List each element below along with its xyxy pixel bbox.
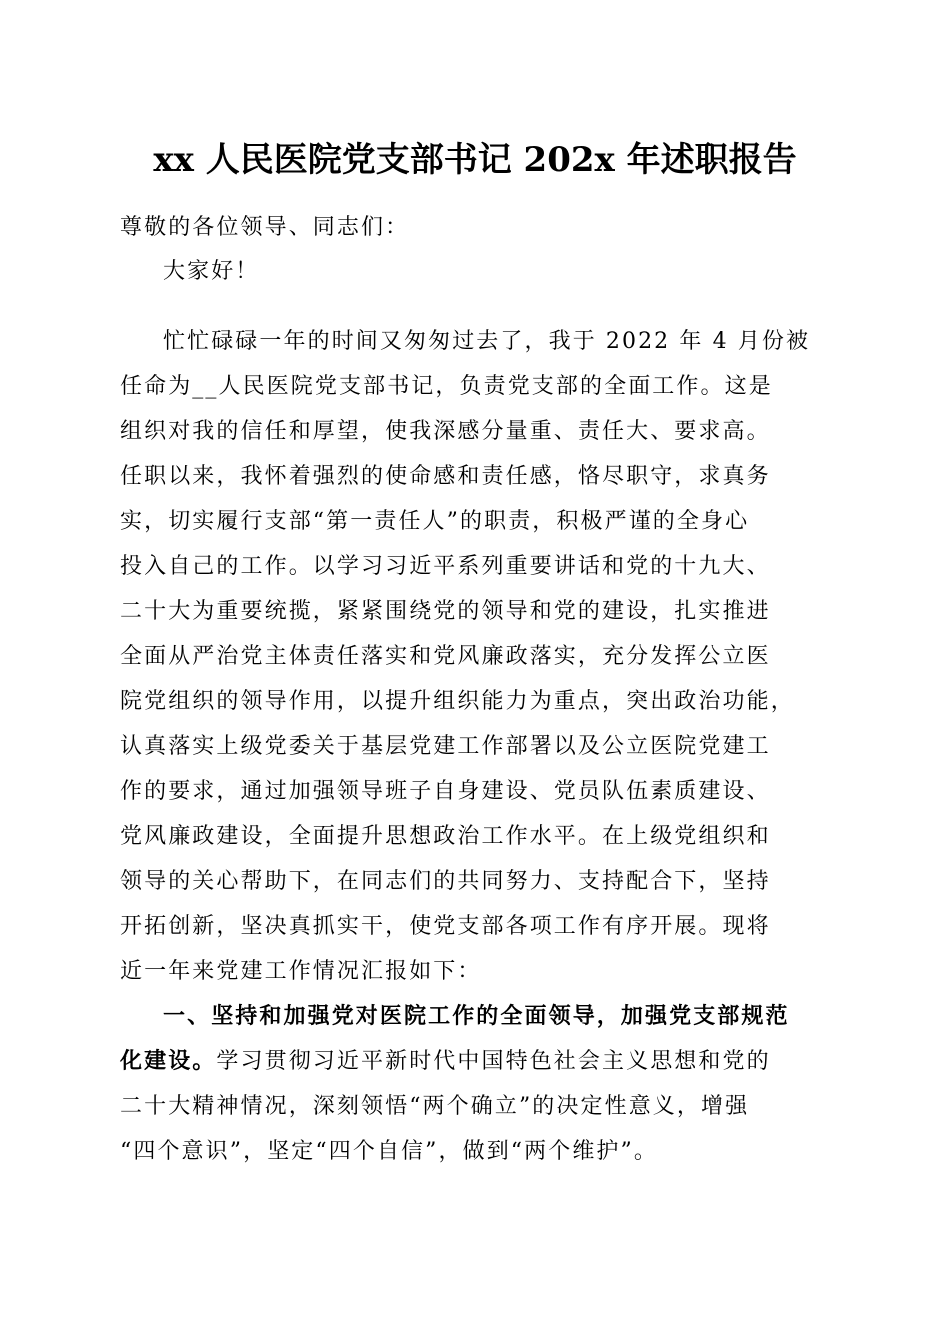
section-heading-end: 化建设。: [120, 1049, 217, 1074]
paragraph-line: 开拓创新，坚决真抓实干，使党支部各项工作有序开展。现将: [120, 914, 771, 939]
document-title: xx 人民医院党支部书记 202x 年述职报告: [153, 140, 797, 180]
paragraph-line: 认真落实上级党委关于基层党建工作部署以及公立医院党建工: [120, 734, 771, 759]
section-text: 学习贯彻习近平新时代中国特色社会主义思想和党的: [216, 1049, 771, 1074]
paragraph-line: 任职以来，我怀着强烈的使命感和责任感，恪尽职守，求真务: [120, 464, 771, 489]
paragraph-line: 作的要求，通过加强领导班子自身建设、党员队伍素质建设、: [120, 779, 771, 804]
salutation: 尊敬的各位领导、同志们：: [120, 215, 410, 240]
paragraph-line: 忙忙碌碌一年的时间又匆匆过去了，我于 2022 年 4 月份被: [163, 329, 811, 354]
paragraph-line: 院党组织的领导作用，以提升组织能力为重点，突出政治功能，: [120, 689, 795, 714]
paragraph-line: 投入自己的工作。以学习习近平系列重要讲话和党的十九大、: [120, 554, 771, 579]
section-heading: 一、坚持和加强党对医院工作的全面领导，加强党支部规范: [163, 1004, 790, 1029]
paragraph-line: 近一年来党建工作情况汇报如下：: [120, 959, 482, 984]
section-line: 二十大精神情况，深刻领悟“两个确立”的决定性意义，增强: [120, 1094, 750, 1119]
paragraph-line: 二十大为重要统揽，紧紧围绕党的领导和党的建设，扎实推进: [120, 599, 771, 624]
greeting: 大家好！: [163, 259, 260, 284]
paragraph-line: 实，切实履行支部“第一责任人”的职责，积极严谨的全身心: [120, 509, 750, 534]
paragraph-line: 领导的关心帮助下，在同志们的共同努力、支持配合下，坚持: [120, 869, 771, 894]
paragraph-line: 组织对我的信任和厚望，使我深感分量重、责任大、要求高。: [120, 419, 771, 444]
section-line: [120, 1040, 836, 1084]
paragraph-line: 全面从严治党主体责任落实和党风廉政落实，充分发挥公立医: [120, 644, 771, 669]
paragraph-line: 党风廉政建设，全面提升思想政治工作水平。在上级党组织和: [120, 824, 771, 849]
paragraph-line: 任命为__人民医院党支部书记，负责党支部的全面工作。这是: [120, 374, 773, 399]
section-line: “四个意识”，坚定“四个自信”，做到“两个维护”。: [120, 1139, 658, 1164]
